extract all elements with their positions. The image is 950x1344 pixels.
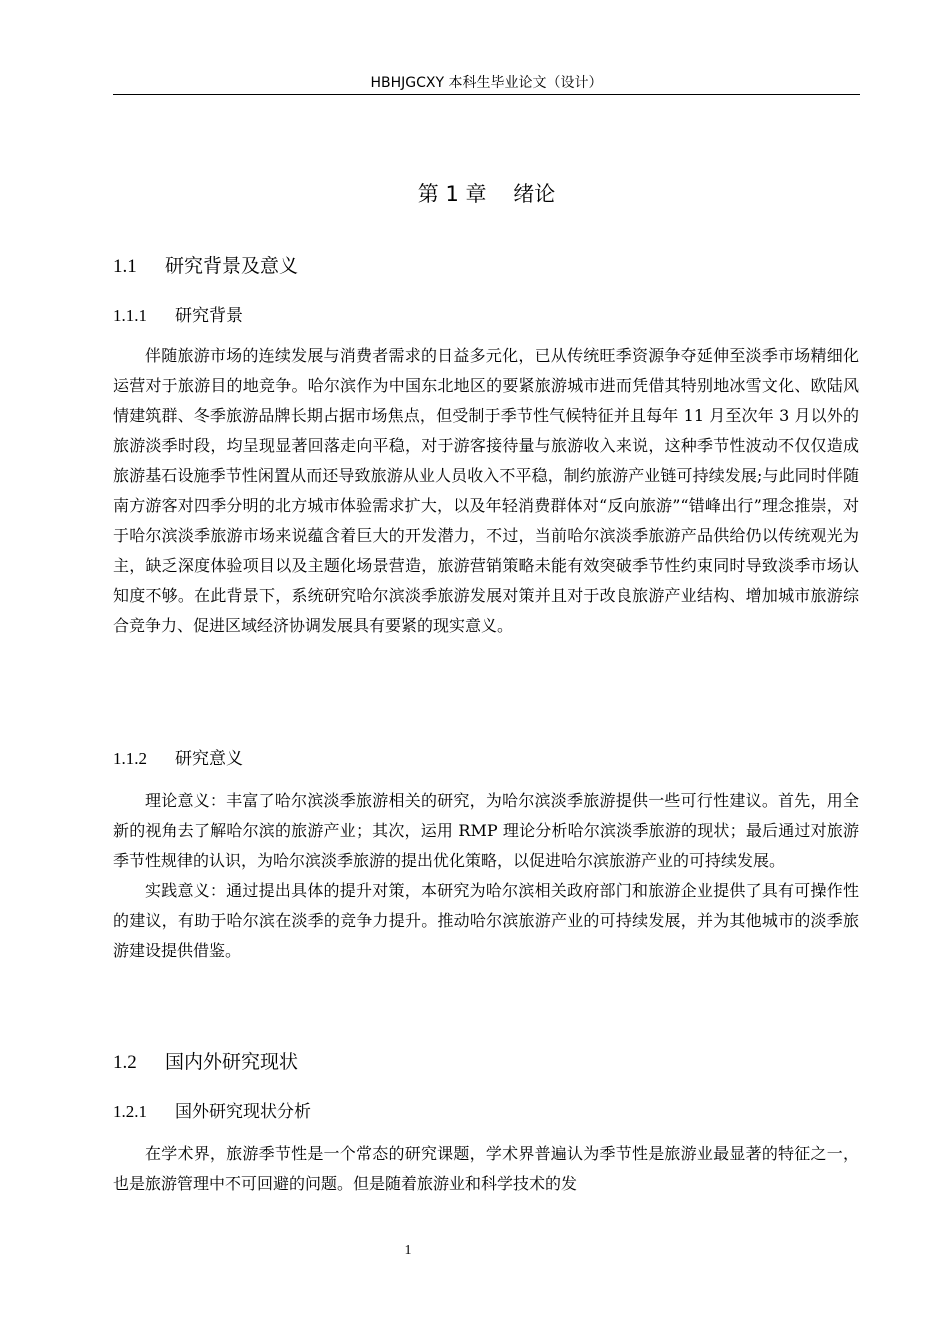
page-number: 1 <box>404 1243 412 1258</box>
body-research-background <box>113 341 859 641</box>
paragraph: 伴随旅游市场的连续发展与消费者需求的日益多元化，已从传统旺季资源争夺延伸至淡季市场精细化运营对于旅游目的地竞争。哈尔滨作为中国东北地区的要紧旅游城市进而凭借其特别地冰雪文化、欧陆风情建筑群、冬季旅游品牌长期占据市场焦点，但受制于季节性气候特征并且每年 11 月至次年 3 月以外的旅游淡季时段，均呈现显著回落走向平稳，对于游客接待量与旅游收入来说，这种季节性波动不仅仅造成旅游基石设施季节性闲置从而还导致旅游从业人员收入不平稳，制约旅游产业链可持续发展;与此同时伴随南方游客对四季分明的北方城市体验需求扩大，以及年轻消费群体对“反向旅游”“错峰出行”理念推崇，对于哈尔滨淡季旅游市场来说蕴含着巨大的开发潜力，不过，当前哈尔滨淡季旅游产品供给仍以传统观光为主，缺乏深度体验项目以及主题化场景营造，旅游营销策略未能有效突破季节性约束同时导致淡季市场认知度不够。在此背景下，系统研究哈尔滨淡季旅游发展对策并且对于改良旅游产业结构、增加城市旅游综合竞争力、促进区域经济协调发展具有要紧的现实意义。 <box>113 346 859 635</box>
subsection-number: 1.1.2 <box>113 749 147 768</box>
subsection-number: 1.2.1 <box>113 1102 147 1121</box>
subsection-title: 国外研究现状分析 <box>175 1102 311 1122</box>
paragraph: 理论意义：丰富了哈尔滨淡季旅游相关的研究，为哈尔滨淡季旅游提供一些可行性建议。首先，用全新的视角去了解哈尔滨的旅游产业；其次，运用 RMP 理论分析哈尔滨淡季旅游的现状；最后通过对旅游季节性规律的认识，为哈尔滨淡季旅游的提出优化策略，以促进哈尔滨旅游产业的可持续发展。 <box>113 791 859 870</box>
section-number: 1.2 <box>113 1052 137 1073</box>
subsection-number: 1.1.1 <box>113 306 147 325</box>
running-header: HBHJGCXY 本科生毕业论文（设计） <box>370 75 603 91</box>
section-heading-1-2 <box>113 1049 298 1076</box>
subsection-heading-1-1-2 <box>113 747 243 771</box>
header-rule <box>113 94 860 95</box>
subsection-heading-1-1-1 <box>113 304 243 328</box>
body-research-significance <box>113 786 859 966</box>
chapter-title: 第 1 章 绪论 <box>417 182 556 206</box>
subsection-title: 研究背景 <box>175 306 243 326</box>
body-foreign-research <box>113 1139 859 1199</box>
subsection-title: 研究意义 <box>175 749 243 769</box>
section-heading-1-1 <box>113 253 298 280</box>
paragraph: 在学术界，旅游季节性是一个常态的研究课题，学术界普遍认为季节性是旅游业最显著的特征之一，也是旅游管理中不可回避的问题。但是随着旅游业和科学技术的发 <box>113 1144 859 1193</box>
paragraph: 实践意义：通过提出具体的提升对策，本研究为哈尔滨相关政府部门和旅游企业提供了具有可操作性的建议，有助于哈尔滨在淡季的竞争力提升。推动哈尔滨旅游产业的可持续发展，并为其他城市的淡季旅游建设提供借鉴。 <box>113 881 859 960</box>
section-title: 研究背景及意义 <box>165 255 299 277</box>
section-number: 1.1 <box>113 256 137 277</box>
subsection-heading-1-2-1 <box>113 1100 311 1124</box>
section-title: 国内外研究现状 <box>165 1051 299 1073</box>
